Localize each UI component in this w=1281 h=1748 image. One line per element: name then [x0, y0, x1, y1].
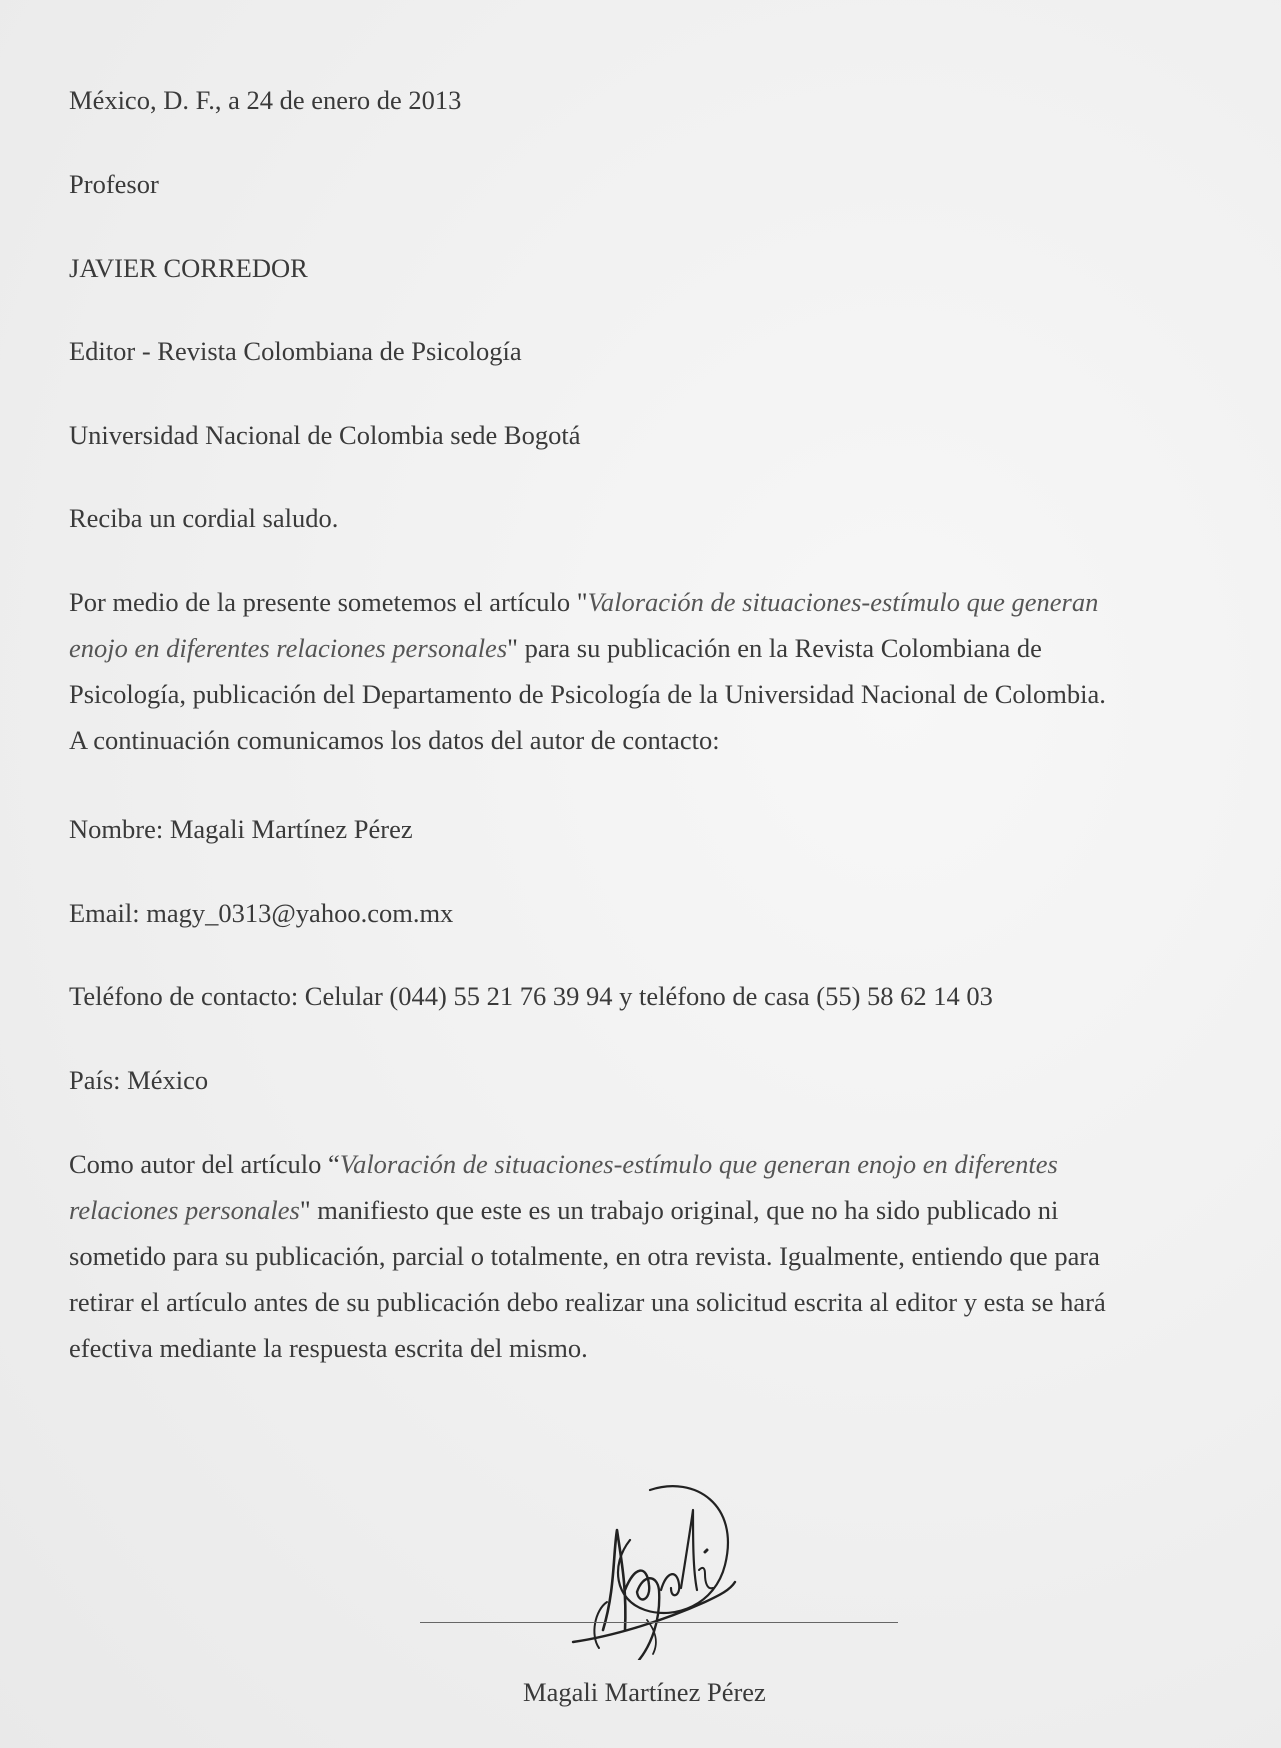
- article-title-2-cont: relaciones personales: [69, 1195, 300, 1225]
- contact-country: País: México: [69, 1065, 209, 1095]
- handwritten-signature: [555, 1470, 745, 1660]
- greeting: Reciba un cordial saludo.: [69, 503, 339, 533]
- originality-line-3: sometido para su publicación, parcial o totalmente, en otra revista. Igualmente, entiendo que para: [69, 1241, 1100, 1271]
- recipient-role: Editor - Revista Colombiana de Psicología: [69, 336, 522, 366]
- submission-line-2: enojo en diferentes relaciones personales" para su publicación en la Revista Colombiana de: [69, 633, 1042, 663]
- article-title-2: Valoración de situaciones-estímulo que generan enojo en diferentes: [339, 1149, 1058, 1179]
- submission-line-4: A continuación comunicamos los datos del autor de contacto:: [69, 725, 720, 755]
- originality-line-2: relaciones personales" manifiesto que este es un trabajo original, que no ha sido publicado ni: [69, 1195, 1059, 1225]
- contact-name: Nombre: Magali Martínez Pérez: [69, 814, 413, 844]
- submission-paragraph: [69, 579, 1244, 763]
- recipient-institution: Universidad Nacional de Colombia sede Bogotá: [69, 420, 581, 450]
- signature-line: [420, 1622, 898, 1623]
- recipient-title: Profesor: [69, 169, 159, 199]
- submission-line-3: Psicología, publicación del Departamento de Psicología de la Universidad Nacional de Colombia.: [69, 679, 1106, 709]
- recipient-name: JAVIER CORREDOR: [69, 253, 308, 283]
- date-line: México, D. F., a 24 de enero de 2013: [69, 85, 462, 115]
- submission-line-1: Por medio de la presente sometemos el artículo "Valoración de situaciones-estímulo que generan: [69, 587, 1099, 617]
- article-title: Valoración de situaciones-estímulo que generan: [587, 587, 1099, 617]
- originality-line-5: efectiva mediante la respuesta escrita del mismo.: [69, 1333, 588, 1363]
- originality-paragraph: [69, 1141, 1244, 1371]
- contact-phone: Teléfono de contacto: Celular (044) 55 21 76 39 94 y teléfono de casa (55) 58 62 14 03: [69, 981, 993, 1011]
- signer-name: Magali Martínez Pérez: [523, 1677, 766, 1707]
- originality-line-1: Como autor del artículo “Valoración de situaciones-estímulo que generan enojo en diferentes: [69, 1149, 1058, 1179]
- article-title-cont: enojo en diferentes relaciones personales: [69, 633, 508, 663]
- contact-email: Email: magy_0313@yahoo.com.mx: [69, 898, 454, 928]
- originality-line-4: retirar el artículo antes de su publicación debo realizar una solicitud escrita al editor y esta se hará: [69, 1287, 1106, 1317]
